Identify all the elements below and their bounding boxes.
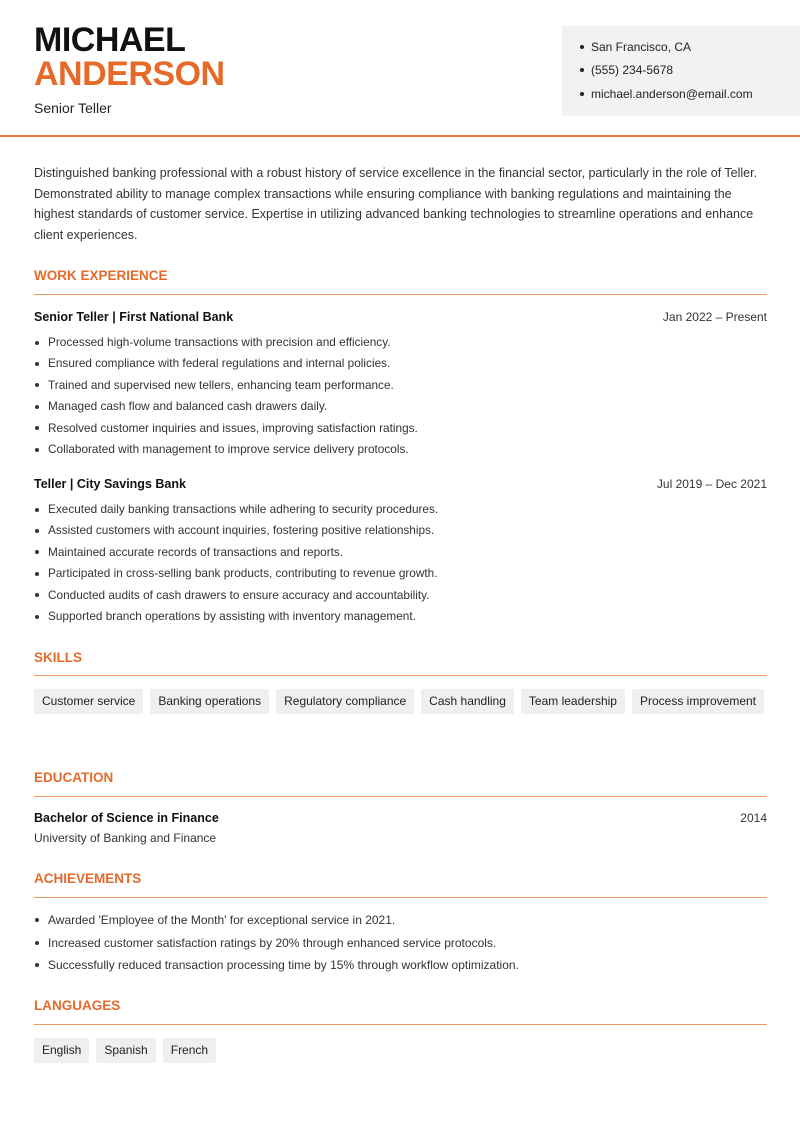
list-item	[34, 520, 438, 541]
list-item	[34, 499, 438, 520]
degree: Bachelor of Science in Finance	[34, 811, 219, 825]
graduation-year: 2014	[740, 811, 767, 825]
bullet-icon	[35, 383, 39, 387]
bullet-icon	[35, 508, 39, 512]
section-divider	[34, 675, 767, 676]
bullet-icon	[35, 529, 39, 533]
job-title: Senior Teller	[34, 100, 112, 116]
job-bullets	[34, 499, 438, 627]
contact-email[interactable]	[580, 87, 753, 101]
skill-tag: Regulatory compliance	[276, 689, 414, 714]
first-name: MICHAEL	[34, 21, 186, 59]
achievement-text: Increased customer satisfaction ratings by 20% through enhanced service protocols.	[48, 935, 497, 950]
bullet-icon	[35, 941, 39, 945]
language-tag: Spanish	[96, 1038, 155, 1063]
email-text[interactable]: michael.anderson@email.com	[591, 87, 753, 101]
bullet-icon	[35, 426, 39, 430]
bullet-text: Collaborated with management to improve service delivery protocols.	[48, 441, 409, 456]
job-role: Senior Teller | First National Bank	[34, 310, 234, 324]
bullet-icon	[580, 68, 584, 72]
section-title-languages: LANGUAGES	[34, 998, 121, 1013]
skills-tags	[34, 689, 774, 714]
job-dates: Jul 2019 – Dec 2021	[656, 477, 767, 491]
bullet-text: Assisted customers with account inquiries, fostering positive relationships.	[48, 523, 435, 538]
bullet-icon	[580, 92, 584, 96]
list-item	[34, 954, 519, 977]
section-title-skills: SKILLS	[34, 650, 83, 665]
bullet-text: Conducted audits of cash drawers to ensure accuracy and accountability.	[48, 587, 430, 602]
contact-phone	[580, 63, 673, 77]
skill-tag: Team leadership	[521, 689, 625, 714]
language-tags	[34, 1038, 774, 1063]
job-dates: Jan 2022 – Present	[662, 310, 767, 324]
list-item	[34, 932, 519, 955]
list-item	[34, 439, 418, 460]
section-title-work: WORK EXPERIENCE	[34, 268, 168, 283]
list-item	[34, 353, 418, 374]
contact-box	[562, 26, 800, 116]
language-tag: French	[163, 1038, 216, 1063]
phone-text: (555) 234-5678	[591, 63, 674, 77]
bullet-icon	[35, 963, 39, 967]
bullet-text: Managed cash flow and balanced cash drawers daily.	[48, 399, 328, 414]
section-divider	[34, 897, 767, 898]
bullet-icon	[580, 45, 584, 49]
bullet-icon	[35, 448, 39, 452]
list-item	[34, 606, 438, 627]
section-divider	[34, 294, 767, 295]
resume-header	[0, 0, 800, 137]
section-title-achievements: ACHIEVEMENTS	[34, 871, 142, 886]
bullet-icon	[35, 550, 39, 554]
achievements-list	[34, 909, 519, 977]
bullet-icon	[35, 362, 39, 366]
list-item	[34, 418, 418, 439]
job-header	[34, 477, 767, 491]
education-header	[34, 811, 767, 825]
school-name: University of Banking and Finance	[34, 831, 217, 845]
bullet-text: Executed daily banking transactions while adhering to security procedures.	[48, 502, 439, 516]
contact-location	[580, 40, 691, 54]
bullet-text: Ensured compliance with federal regulations and internal policies.	[48, 356, 391, 371]
skill-tag: Process improvement	[632, 689, 764, 714]
bullet-icon	[35, 572, 39, 576]
section-title-education: EDUCATION	[34, 770, 114, 785]
skill-tag: Cash handling	[421, 689, 514, 714]
bullet-icon	[35, 918, 39, 922]
job-bullets	[34, 332, 418, 460]
bullet-text: Processed high-volume transactions with precision and efficiency.	[48, 335, 391, 349]
bullet-icon	[35, 341, 39, 345]
bullet-text: Participated in cross-selling bank products, contributing to revenue growth.	[48, 566, 438, 581]
bullet-text: Resolved customer inquiries and issues, improving satisfaction ratings.	[48, 420, 418, 435]
list-item	[34, 563, 438, 584]
achievement-text: Successfully reduced transaction processing time by 15% through workflow optimization.	[48, 958, 519, 972]
bullet-text: Trained and supervised new tellers, enhancing team performance.	[48, 377, 394, 392]
section-divider	[34, 1024, 767, 1025]
list-item	[34, 585, 438, 606]
bullet-text: Maintained accurate records of transactions and reports.	[48, 544, 344, 559]
skill-tag: Banking operations	[150, 689, 269, 714]
bullet-icon	[35, 593, 39, 597]
bullet-icon	[35, 405, 39, 409]
bullet-text: Supported branch operations by assisting with inventory management.	[48, 608, 416, 623]
list-item	[34, 542, 438, 563]
location-text: San Francisco, CA	[591, 40, 692, 54]
list-item	[34, 909, 519, 932]
list-item	[34, 396, 418, 417]
job-header	[34, 310, 767, 324]
professional-summary: Distinguished banking professional with a robust history of service excellence in the financial sector, particularly in the role of Teller. Demonstrated ability to manage complex transactions while ensuring compliance with banking regulations and maintaining the highest standards of customer service. Expertise in utilizing advanced banking technologies to streamline operations and enhance client experiences.	[34, 166, 758, 243]
job-role: Teller | City Savings Bank	[34, 477, 186, 491]
last-name: ANDERSON	[34, 55, 225, 93]
language-tag: English	[34, 1038, 89, 1063]
list-item	[34, 375, 418, 396]
achievement-text: Awarded 'Employee of the Month' for exceptional service in 2021.	[48, 913, 396, 927]
list-item	[34, 332, 418, 353]
bullet-icon	[35, 615, 39, 619]
section-divider	[34, 796, 767, 797]
skill-tag: Customer service	[34, 689, 143, 714]
